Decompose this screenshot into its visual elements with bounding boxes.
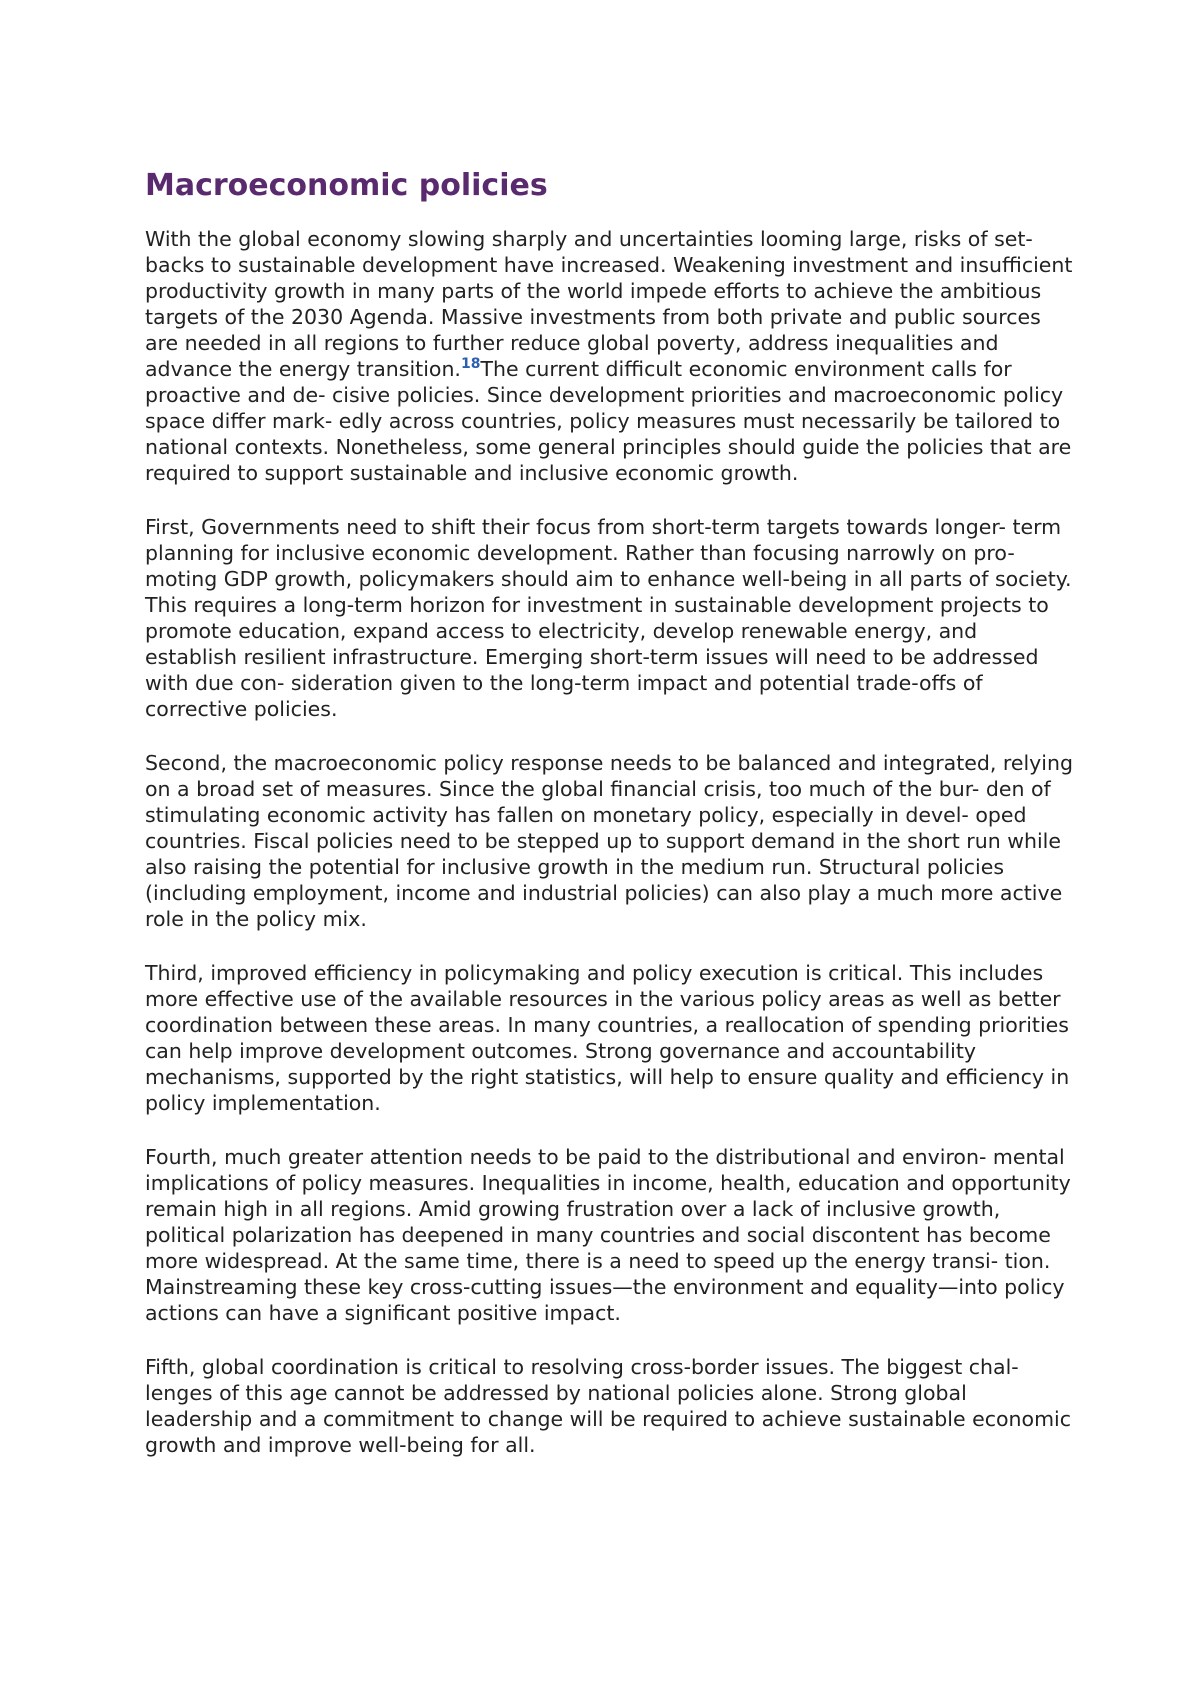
paragraph-first-principle: First, Governments need to shift their focus from short-term targets towards longer- term planning for inclusive economic development. Rather than focusing narrowly on pro- moting GDP growth, policymakers should aim to enhance well-being in all parts of society. This requires a long-term horizon for investment in sustainable development projects to promote education, expand access to electricity, develop renewable energy, and establish resilient infrastructure. Emerging short-term issues will need to be addressed with due con- sideration given to the long-term impact and potential trade-offs of corrective policies. bbox=[145, 515, 1072, 721]
footnote-reference-link[interactable]: 18 bbox=[460, 356, 481, 373]
page-title: Macroeconomic policies bbox=[145, 168, 548, 203]
document-page bbox=[145, 168, 1075, 1486]
paragraph-fifth-principle: Fifth, global coordination is critical to resolving cross-border issues. The biggest chal- lenges of this age cannot be addressed by national policies alone. Strong global leadership and a commitment to change will be required to achieve sustainable economic growth and improve well-being for all. bbox=[145, 1355, 1072, 1457]
paragraph-intro bbox=[145, 226, 1075, 486]
paragraph-fourth-principle: Fourth, much greater attention needs to be paid to the distributional and environ- mental implications of policy measures. Inequalities in income, health, education and opportunity remain high in all regions. Amid growing frustration over a lack of inclusive growth, political polarization has deepened in many countries and social discontent has become more widespread. At the same time, there is a need to speed up the energy transi- tion. Mainstreaming these key cross-cutting issues—the environment and equality—into policy actions can have a significant positive impact. bbox=[145, 1145, 1071, 1325]
paragraph-third-principle: Third, improved efficiency in policymaking and policy execution is critical. This includes more effective use of the available resources in the various policy areas as well as better coordination between these areas. In many countries, a reallocation of spending priorities can help improve development outcomes. Strong governance and accountability mechanisms, supported by the right statistics, will help to ensure quality and efficiency in policy implementation. bbox=[145, 961, 1070, 1115]
paragraph-intro-part-2: The current difficult economic environment calls for proactive and de- cisive policies. Since development priorities and macroeconomic policy space differ mark- edly across countries, policy measures must necessarily be tailored to national contexts. Nonetheless, some general principles should guide the policies that are required to support sustainable and inclusive economic growth. bbox=[145, 357, 1072, 485]
paragraph-intro-part-1: With the global economy slowing sharply and uncertainties looming large, risks of set- backs to sustainable development have increased. Weakening investment and insufficient productivity growth in many parts of the world impede efforts to achieve the ambitious targets of the 2030 Agenda. Massive investments from both private and public sources are needed in all regions to further reduce global poverty, address inequalities and advance the energy transition. bbox=[145, 227, 1073, 381]
paragraph-second-principle: Second, the macroeconomic policy response needs to be balanced and integrated, relying on a broad set of measures. Since the global financial crisis, too much of the bur- den of stimulating economic activity has fallen on monetary policy, especially in devel- oped countries. Fiscal policies need to be stepped up to support demand in the short run while also raising the potential for inclusive growth in the medium run. Structural policies (including employment, income and industrial policies) can also play a much more active role in the policy mix. bbox=[145, 751, 1074, 931]
